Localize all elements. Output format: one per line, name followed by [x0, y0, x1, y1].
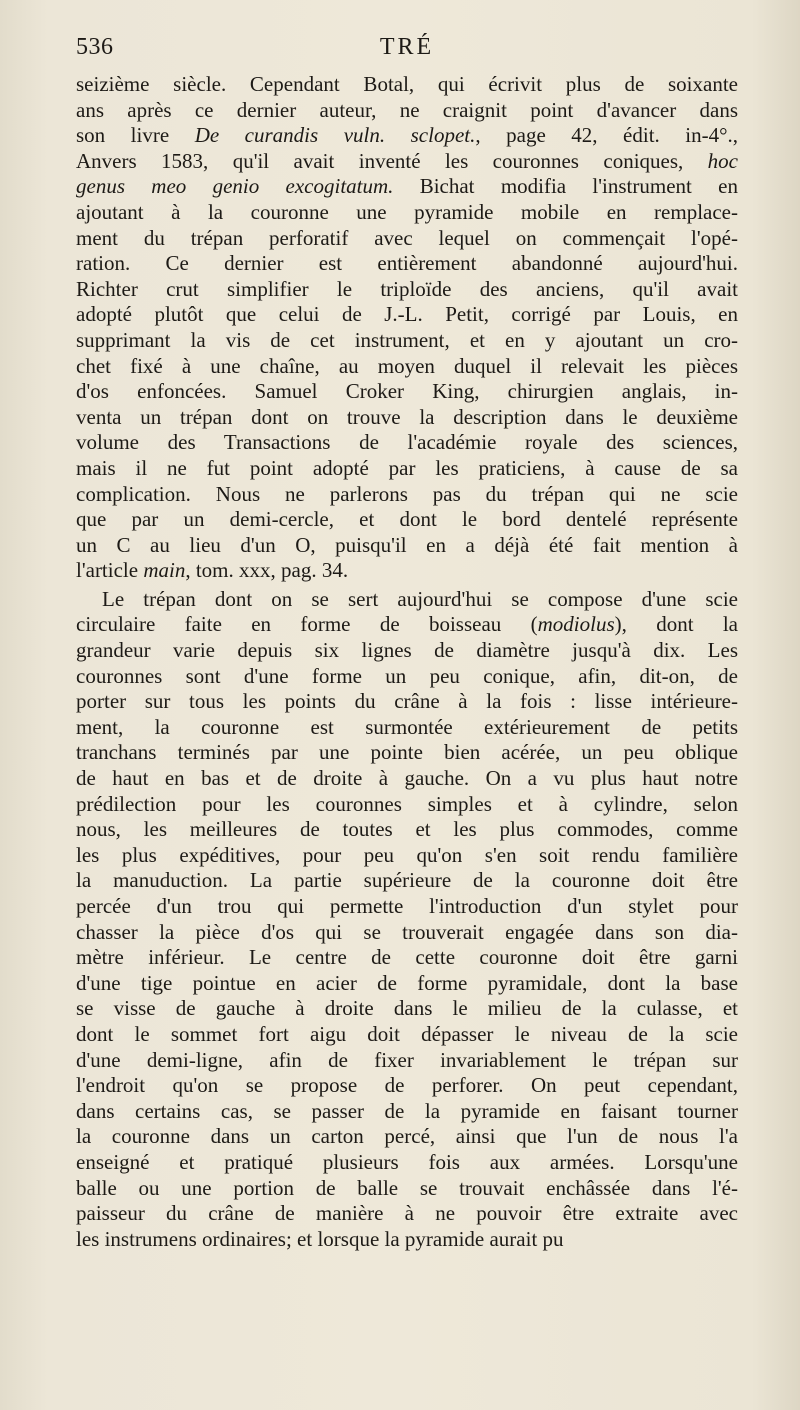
body-text	[76, 72, 738, 1252]
italic-text: hoc	[707, 148, 738, 173]
text-line: se visse de gauche à droite dans le milieu de la culasse, et	[76, 996, 738, 1021]
text-line: seizième siècle. Cependant Botal, qui écrivit plus de soixante	[76, 72, 738, 96]
text-line: ment, la couronne est surmontée extérieurement de petits	[76, 714, 738, 739]
text-line: d'une demi-ligne, afin de fixer invariablement le trépan sur	[76, 1047, 738, 1072]
text-line: ans après ce dernier auteur, ne craignit point d'avancer dans	[76, 97, 738, 122]
text-line: chet fixé à une chaîne, au moyen duquel il relevait les pièces	[76, 353, 738, 378]
text-line: l'article main, tom. xxx, pag. 34.	[76, 558, 349, 583]
page-header	[76, 34, 738, 64]
text-line: venta un trépan dont on trouve la description dans le deuxième	[76, 404, 738, 429]
text-line: les plus expéditives, pour peu qu'on s'en soit rendu familière	[76, 842, 738, 867]
text-line: un C au lieu d'un O, puisqu'il en a déjà été fait mention à	[76, 532, 738, 557]
text-line: prédilection pour les couronnes simples et à cylindre, selon	[76, 791, 738, 816]
italic-text: De curandis vuln. sclopet.	[194, 123, 476, 148]
text-line: mais il ne fut point adopté par les praticiens, à cause de sa	[76, 455, 738, 480]
text-line: ration. Ce dernier est entièrement abandonné aujourd'hui.	[76, 251, 738, 276]
italic-text: main	[143, 558, 186, 583]
text-line: circulaire faite en forme de boisseau (modiolus), dont la	[76, 612, 738, 637]
page-number: 536	[76, 34, 114, 60]
text-line: couronnes sont d'une forme un peu conique, afin, dit-on, de	[76, 663, 738, 688]
text-line: ajoutant à la couronne une pyramide mobile en remplace-	[76, 199, 738, 224]
paragraph	[76, 587, 738, 1252]
text-line: paisseur du crâne de manière à ne pouvoir être extraite avec	[76, 1201, 738, 1226]
text-line: Anvers 1583, qu'il avait inventé les couronnes coniques, hoc	[76, 148, 738, 173]
text-line: porter sur tous les points du crâne à la fois : lisse intérieure-	[76, 689, 738, 714]
italic-text: genus meo genio excogitatum.	[76, 174, 394, 199]
text-line: son livre De curandis vuln. sclopet., page 42, édit. in-4°.,	[76, 123, 739, 148]
text-line: la couronne dans un carton percé, ainsi que l'un de nous l'a	[76, 1124, 738, 1149]
paragraph	[76, 72, 738, 584]
text-line: nous, les meilleures de toutes et les plus commodes, comme	[76, 817, 738, 842]
text-line: enseigné et pratiqué plusieurs fois aux armées. Lorsqu'une	[76, 1149, 738, 1174]
text-line: complication. Nous ne parlerons pas du trépan qui ne scie	[76, 481, 738, 506]
text-line: percée d'un trou qui permette l'introduction d'un stylet pour	[76, 894, 738, 918]
text-line: Le trépan dont on se sert aujourd'hui se compose d'une scie	[102, 586, 738, 611]
text-line: dans certains cas, se passer de la pyramide en faisant tourner	[76, 1098, 738, 1123]
text-line: d'os enfoncées. Samuel Croker King, chirurgien anglais, in-	[76, 379, 738, 404]
text-line: la manuduction. La partie supérieure de la couronne doit être	[76, 868, 738, 893]
running-head: TRÉ	[379, 34, 435, 60]
text-line: balle ou une portion de balle se trouvait enchâssée dans l'é-	[76, 1175, 738, 1200]
text-line: grandeur varie depuis six lignes de diamètre jusqu'à dix. Les	[76, 638, 738, 663]
text-line: Richter crut simplifier le triploïde des anciens, qu'il avait	[76, 276, 738, 301]
text-line: de haut en bas et de droite à gauche. On a vu plus haut notre	[76, 766, 738, 791]
text-line: que par un demi-cercle, et dont le bord dentelé représente	[76, 507, 738, 532]
text-line: tranchans terminés par une pointe bien acérée, un peu oblique	[76, 740, 738, 765]
text-line: d'une tige pointue en acier de forme pyramidale, dont la base	[76, 970, 738, 995]
text-line: supprimant la vis de cet instrument, et en y ajoutant un cro-	[76, 327, 738, 352]
text-line: l'endroit qu'on se propose de perforer. On peut cependant,	[76, 1073, 738, 1098]
text-line: les instrumens ordinaires; et lorsque la pyramide aurait pu	[76, 1226, 564, 1251]
text-line: ment du trépan perforatif avec lequel on commençait l'opé-	[76, 225, 738, 250]
text-line: mètre inférieur. Le centre de cette couronne doit être garni	[76, 945, 738, 970]
text-line: chasser la pièce d'os qui se trouverait engagée dans son dia-	[76, 919, 738, 944]
text-line: genus meo genio excogitatum. Bichat modifia l'instrument en	[76, 174, 738, 199]
italic-text: modiolus	[537, 612, 615, 637]
text-line: volume des Transactions de l'académie royale des sciences,	[76, 430, 738, 455]
text-line: adopté plutôt que celui de J.-L. Petit, corrigé par Louis, en	[76, 302, 738, 327]
text-line: dont le sommet fort aigu doit dépasser le niveau de la scie	[76, 1021, 738, 1046]
